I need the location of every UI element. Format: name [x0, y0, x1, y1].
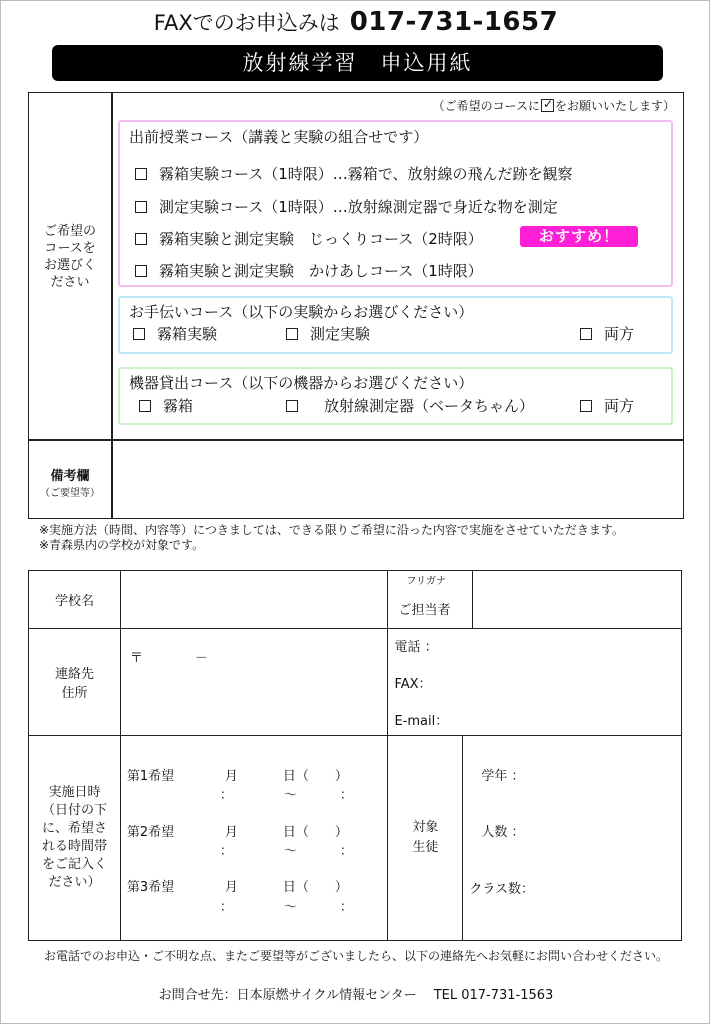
postal-mark: 〒: [129, 651, 143, 666]
lending-course-title: 機器貸出コース（以下の機器からお選びください）: [129, 374, 474, 392]
demo-course-group: [118, 120, 673, 287]
demo-course-title: 出前授業コース（講義と実験の組合せです）: [129, 128, 429, 146]
course-label-line: ださい: [50, 275, 90, 290]
date-label-line: をご記入く: [41, 857, 107, 872]
target-students-cell[interactable]: [463, 736, 682, 941]
furigana-label: フリガナ: [406, 576, 446, 587]
note-line: ※実施方法（時間、内容等）につきましては、できる限りご希望に沿った内容で実施をさせていただきます。: [39, 523, 624, 537]
grade-label: 学年 ：: [481, 769, 525, 784]
time-tilde: 〜: [283, 900, 297, 915]
end-time-colon: ：: [339, 788, 353, 803]
lend-option-detector[interactable]: [286, 395, 534, 416]
contact-info: お問合せ先：日本原燃サイクル情報センター TEL 017-731-1563: [158, 988, 554, 1003]
preferred-dates-cell[interactable]: [120, 736, 388, 941]
lend-option-cloud-chamber[interactable]: [139, 395, 193, 416]
option-label: 両方: [604, 397, 635, 415]
date-label-line: 実施日時: [48, 785, 101, 800]
inquiry-note: お電話でのお申込・ご不明な点、またご要望等がございましたら、以下の連絡先へお気軽にお問い合わせください。: [43, 949, 668, 963]
checkbox[interactable]: [135, 201, 147, 213]
school-name-label: [29, 571, 121, 629]
contact-details-cell[interactable]: [388, 629, 682, 736]
remarks-sublabel: （ご要望等）: [40, 488, 100, 499]
checkbox[interactable]: [286, 400, 298, 412]
postal-dash: －: [194, 651, 208, 666]
start-time-colon: ：: [219, 788, 233, 803]
check-note-after: をお願いいたします）: [554, 99, 675, 113]
time-tilde: 〜: [283, 844, 297, 859]
fax-label: FAX：: [394, 677, 432, 692]
time-tilde: 〜: [283, 788, 297, 803]
checkbox[interactable]: [135, 233, 147, 245]
lending-course-group: [118, 367, 673, 425]
checkbox[interactable]: [580, 400, 592, 412]
checkbox[interactable]: [286, 328, 298, 340]
school-name-field[interactable]: [120, 571, 388, 629]
remarks-field[interactable]: [113, 441, 683, 518]
help-option-measurement[interactable]: [286, 323, 370, 344]
checkbox[interactable]: [139, 400, 151, 412]
check-note-before: （ご希望のコースに: [432, 99, 540, 113]
demo-option-measurement[interactable]: [135, 196, 558, 217]
demo-option-thorough[interactable]: [135, 228, 483, 249]
option-label: 霧箱実験コース（1時限）…霧箱で、放射線の飛んだ跡を観察: [159, 165, 573, 183]
option-label: 霧箱実験と測定実験 じっくりコース（2時限）: [159, 230, 483, 248]
option-label: 放射線測定器（ベータちゃん）: [324, 397, 535, 415]
demo-option-cloud-chamber[interactable]: [135, 163, 573, 184]
check-instruction: [433, 97, 675, 114]
checkbox[interactable]: [133, 328, 145, 340]
option-label: 両方: [604, 325, 635, 343]
option-label: 測定実験: [310, 325, 371, 343]
contact-label-line: 連絡先: [54, 667, 94, 682]
course-label-line: コースを: [44, 241, 96, 256]
phone-label: 電話 ：: [394, 640, 438, 655]
month-label: 月: [224, 825, 238, 840]
start-time-colon: ：: [219, 900, 233, 915]
target-students-label: [388, 736, 463, 941]
address-field[interactable]: [120, 629, 388, 736]
option-label: 測定実験コース（1時限）…放射線測定器で身近な物を測定: [159, 198, 558, 216]
month-label: 月: [224, 880, 238, 895]
first-choice-label: 第1希望: [126, 769, 175, 784]
fax-prefix: FAXでのお申込みは: [153, 11, 340, 35]
course-select-label: [29, 223, 111, 291]
checkbox[interactable]: [135, 168, 147, 180]
fax-number: 017-731-1657: [349, 7, 559, 37]
checkmark-icon: [541, 99, 554, 112]
checkbox[interactable]: [135, 265, 147, 277]
applicant-info-table: [28, 570, 682, 941]
recommended-badge: おすすめ！: [520, 226, 638, 247]
note-line: ※青森県内の学校が対象です。: [39, 538, 205, 552]
student-count-label: 人数 ：: [481, 825, 525, 840]
class-count-label: クラス数：: [469, 882, 534, 897]
end-time-colon: ：: [339, 844, 353, 859]
course-label-line: ご希望の: [43, 224, 96, 239]
date-label: [29, 736, 121, 941]
option-label: 霧箱実験と測定実験 かけあしコース（1時限）: [159, 262, 483, 280]
remarks-label: 備考欄: [50, 469, 90, 484]
person-in-charge-field[interactable]: [473, 571, 682, 629]
course-selection-table: [28, 92, 684, 519]
checkbox[interactable]: [580, 328, 592, 340]
notes: [39, 523, 624, 553]
contact-label-line: 住所: [61, 686, 88, 701]
person-label-cell: [388, 571, 473, 629]
date-label-line: （日付の下: [41, 803, 107, 818]
school-label-text: 学校名: [54, 594, 94, 609]
help-option-cloud-chamber[interactable]: [133, 323, 217, 344]
help-course-title: お手伝いコース（以下の実験からお選びください）: [129, 303, 474, 321]
day-label: 日（ ）: [282, 880, 348, 895]
help-course-group: [118, 296, 673, 354]
target-label-line: 対象: [412, 820, 439, 835]
day-label: 日（ ）: [282, 825, 348, 840]
month-label: 月: [224, 769, 238, 784]
fax-header: [1, 7, 710, 37]
date-label-line: れる時間帯: [41, 839, 107, 854]
start-time-colon: ：: [219, 844, 233, 859]
option-label: 霧箱実験: [157, 325, 218, 343]
second-choice-label: 第2希望: [126, 825, 175, 840]
email-label: E-mail：: [394, 714, 449, 729]
date-label-line: ださい）: [48, 875, 101, 890]
date-label-line: に、希望さ: [41, 821, 107, 836]
end-time-colon: ：: [339, 900, 353, 915]
third-choice-label: 第3希望: [126, 880, 175, 895]
contact-label: [29, 629, 121, 736]
day-label: 日（ ）: [282, 769, 348, 784]
form-title: 放射線学習 申込用紙: [52, 45, 663, 81]
lend-option-both[interactable]: [580, 395, 634, 416]
option-label: 霧箱: [163, 397, 194, 415]
demo-option-quick[interactable]: [135, 260, 483, 281]
person-in-charge-label: ご担当者: [398, 603, 451, 618]
course-label-line: お選びく: [43, 258, 96, 273]
help-option-both[interactable]: [580, 323, 634, 344]
target-label-line: 生徒: [412, 840, 439, 855]
